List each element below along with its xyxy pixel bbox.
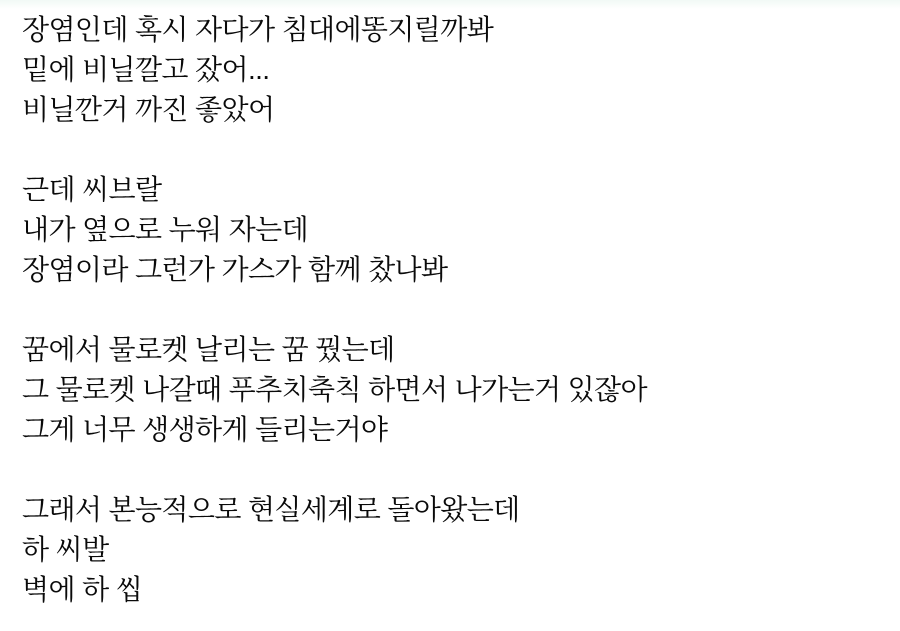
text-line: 비닐깐거 까진 좋았어: [22, 94, 275, 125]
text-line: 하 씨발: [22, 534, 109, 565]
post-body: [0, 9, 900, 610]
text-line: 그래서 본능적으로 현실세계로 돌아왔는데: [22, 494, 520, 525]
top-gradient-strip: [0, 0, 900, 9]
text-line: 꿈에서 물로켓 날리는 꿈 꿨는데: [22, 334, 395, 365]
text-line: 내가 옆으로 누워 자는데: [22, 214, 309, 245]
text-line: 밑에 비닐깔고 잤어...: [22, 54, 270, 85]
text-line: 장염인데 혹시 자다가 침대에똥지릴까봐: [22, 14, 494, 45]
text-line: 장염이라 그런가 가스가 함께 찼나봐: [22, 254, 448, 285]
text-line: 그게 너무 생생하게 들리는거야: [22, 414, 388, 445]
text-line: 근데 씨브랄: [22, 174, 162, 205]
paragraph: [22, 330, 882, 450]
text-line: 그 물로켓 나갈때 푸추치축칙 하면서 나가는거 있잖아: [22, 374, 647, 405]
paragraph: [22, 170, 882, 290]
paragraph: [22, 490, 882, 610]
text-line: 벽에 하 씹: [22, 574, 143, 605]
paragraph: [22, 10, 882, 130]
